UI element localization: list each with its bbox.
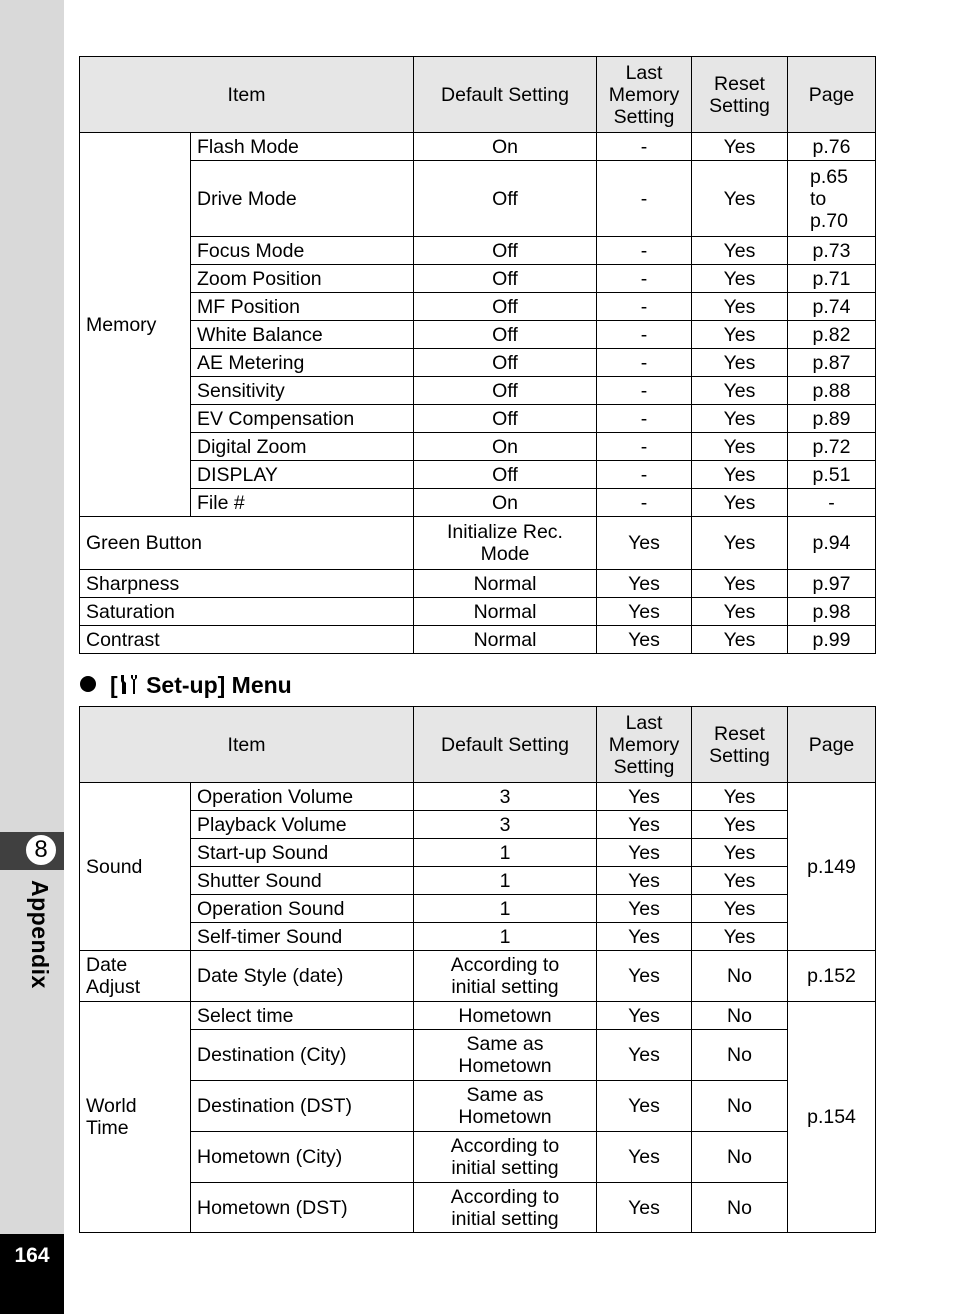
item-name: MF Position bbox=[191, 293, 414, 321]
page-ref: p.99 bbox=[788, 626, 876, 654]
default-setting: On bbox=[414, 133, 597, 161]
date-rows bbox=[80, 951, 876, 1002]
last-memory-setting: - bbox=[597, 321, 692, 349]
reset-setting: Yes bbox=[692, 517, 788, 570]
heading-bracket: [ bbox=[110, 672, 118, 698]
item-name: AE Metering bbox=[191, 349, 414, 377]
last-memory-setting: - bbox=[597, 161, 692, 237]
table-row bbox=[80, 1081, 876, 1132]
world-rows bbox=[80, 1002, 876, 1233]
item-name: Operation Volume bbox=[191, 783, 414, 811]
reset-setting: Yes bbox=[692, 811, 788, 839]
last-memory-setting: Yes bbox=[597, 598, 692, 626]
table-row bbox=[80, 570, 876, 598]
last-memory-setting: - bbox=[597, 237, 692, 265]
table-row bbox=[80, 461, 876, 489]
table-row bbox=[80, 951, 876, 1002]
table-row bbox=[80, 293, 876, 321]
reset-setting: Yes bbox=[692, 265, 788, 293]
item-name: Operation Sound bbox=[191, 895, 414, 923]
default-setting: 1 bbox=[414, 895, 597, 923]
table-row bbox=[80, 489, 876, 517]
default-setting: Off bbox=[414, 349, 597, 377]
table-row bbox=[80, 1002, 876, 1030]
default-setting: Off bbox=[414, 461, 597, 489]
item-name: Flash Mode bbox=[191, 133, 414, 161]
last-memory-setting: Yes bbox=[597, 811, 692, 839]
reset-setting: Yes bbox=[692, 133, 788, 161]
setup-menu-heading bbox=[80, 672, 292, 701]
item-name: Shutter Sound bbox=[191, 867, 414, 895]
page-ref: p.89 bbox=[788, 405, 876, 433]
item-name: Digital Zoom bbox=[191, 433, 414, 461]
sound-group-label: Sound bbox=[80, 783, 191, 951]
table-row bbox=[80, 598, 876, 626]
default-setting: Off bbox=[414, 377, 597, 405]
item-name: Destination (DST) bbox=[191, 1081, 414, 1132]
item-name: Zoom Position bbox=[191, 265, 414, 293]
table-row bbox=[80, 405, 876, 433]
default-setting: Hometown bbox=[414, 1002, 597, 1030]
last-memory-setting: Yes bbox=[597, 867, 692, 895]
page-ref: p.88 bbox=[788, 377, 876, 405]
default-setting: 1 bbox=[414, 923, 597, 951]
reset-setting: Yes bbox=[692, 433, 788, 461]
table-row bbox=[80, 1183, 876, 1233]
table-row bbox=[80, 839, 876, 867]
item-name: Focus Mode bbox=[191, 237, 414, 265]
default-setting: Same as Hometown bbox=[414, 1081, 597, 1132]
table-row bbox=[80, 133, 876, 161]
header-item: Item bbox=[80, 707, 414, 783]
table-row bbox=[80, 517, 876, 570]
table-row bbox=[80, 265, 876, 293]
reset-setting: No bbox=[692, 1183, 788, 1233]
reset-setting: Yes bbox=[692, 161, 788, 237]
last-memory-setting: - bbox=[597, 461, 692, 489]
reset-setting: Yes bbox=[692, 598, 788, 626]
table-row bbox=[80, 1132, 876, 1183]
page-ref: p.94 bbox=[788, 517, 876, 570]
last-memory-setting: - bbox=[597, 405, 692, 433]
last-memory-setting: Yes bbox=[597, 570, 692, 598]
item-name: File # bbox=[191, 489, 414, 517]
header-default: Default Setting bbox=[414, 707, 597, 783]
default-setting: Off bbox=[414, 293, 597, 321]
reset-setting: Yes bbox=[692, 839, 788, 867]
last-memory-setting: - bbox=[597, 265, 692, 293]
table-header-row bbox=[80, 707, 876, 783]
table-row bbox=[80, 867, 876, 895]
page-ref: p.72 bbox=[788, 433, 876, 461]
last-memory-setting: Yes bbox=[597, 895, 692, 923]
item-name: Hometown (City) bbox=[191, 1132, 414, 1183]
wrench-icon bbox=[118, 673, 140, 701]
page-ref: - bbox=[788, 489, 876, 517]
header-reset: Reset Setting bbox=[692, 707, 788, 783]
default-setting: Normal bbox=[414, 570, 597, 598]
default-setting: Same as Hometown bbox=[414, 1030, 597, 1081]
last-memory-setting: - bbox=[597, 133, 692, 161]
reset-setting: No bbox=[692, 1030, 788, 1081]
header-item: Item bbox=[80, 57, 414, 133]
page-ref: p.51 bbox=[788, 461, 876, 489]
table-row bbox=[80, 923, 876, 951]
page-ref: p.87 bbox=[788, 349, 876, 377]
default-setting: On bbox=[414, 433, 597, 461]
item-name: Self-timer Sound bbox=[191, 923, 414, 951]
sound-rows bbox=[80, 783, 876, 951]
setup-settings-table bbox=[79, 706, 876, 1233]
item-name: Green Button bbox=[80, 517, 414, 570]
last-memory-setting: Yes bbox=[597, 1002, 692, 1030]
bullet-icon bbox=[80, 676, 96, 692]
table-row bbox=[80, 161, 876, 237]
default-setting: On bbox=[414, 489, 597, 517]
default-setting: According to initial setting bbox=[414, 1132, 597, 1183]
table-row bbox=[80, 783, 876, 811]
reset-setting: Yes bbox=[692, 489, 788, 517]
item-name: Sharpness bbox=[80, 570, 414, 598]
default-setting: According to initial setting bbox=[414, 951, 597, 1002]
item-name: Contrast bbox=[80, 626, 414, 654]
default-setting: Off bbox=[414, 237, 597, 265]
header-page: Page bbox=[788, 57, 876, 133]
table-row bbox=[80, 349, 876, 377]
reset-setting: No bbox=[692, 951, 788, 1002]
table-row bbox=[80, 377, 876, 405]
page-ref: p.98 bbox=[788, 598, 876, 626]
item-name: Date Style (date) bbox=[191, 951, 414, 1002]
chapter-title-container bbox=[26, 880, 66, 1030]
page-ref: p.149 bbox=[788, 783, 876, 951]
header-page: Page bbox=[788, 707, 876, 783]
default-setting: 1 bbox=[414, 839, 597, 867]
last-memory-setting: - bbox=[597, 349, 692, 377]
table-header-row bbox=[80, 57, 876, 133]
memory-rows bbox=[80, 133, 876, 517]
chapter-number: 8 bbox=[24, 833, 58, 867]
reset-setting: Yes bbox=[692, 237, 788, 265]
item-name: DISPLAY bbox=[191, 461, 414, 489]
page-ref: p.154 bbox=[788, 1002, 876, 1233]
item-name: Sensitivity bbox=[191, 377, 414, 405]
table-row bbox=[80, 237, 876, 265]
item-name: Select time bbox=[191, 1002, 414, 1030]
last-memory-setting: - bbox=[597, 489, 692, 517]
page-ref: p.71 bbox=[788, 265, 876, 293]
default-setting: Normal bbox=[414, 626, 597, 654]
header-last-memory: Last Memory Setting bbox=[597, 57, 692, 133]
last-memory-setting: Yes bbox=[597, 839, 692, 867]
item-name: Playback Volume bbox=[191, 811, 414, 839]
last-memory-setting: - bbox=[597, 293, 692, 321]
reset-setting: No bbox=[692, 1002, 788, 1030]
default-setting: Off bbox=[414, 161, 597, 237]
page-ref: p.65 to p.70 bbox=[788, 161, 876, 237]
table-row bbox=[80, 321, 876, 349]
reset-setting: Yes bbox=[692, 461, 788, 489]
page-ref: p.74 bbox=[788, 293, 876, 321]
page-ref: p.97 bbox=[788, 570, 876, 598]
item-name: Saturation bbox=[80, 598, 414, 626]
reset-setting: Yes bbox=[692, 626, 788, 654]
other-rows bbox=[80, 517, 876, 654]
last-memory-setting: Yes bbox=[597, 1132, 692, 1183]
heading-text: Set-up] Menu bbox=[146, 672, 292, 698]
table-row bbox=[80, 1030, 876, 1081]
default-setting: Off bbox=[414, 265, 597, 293]
last-memory-setting: Yes bbox=[597, 1081, 692, 1132]
table-row bbox=[80, 895, 876, 923]
date-group-label: Date Adjust bbox=[80, 951, 191, 1002]
header-default: Default Setting bbox=[414, 57, 597, 133]
reset-setting: Yes bbox=[692, 867, 788, 895]
item-name: Start-up Sound bbox=[191, 839, 414, 867]
reset-setting: No bbox=[692, 1132, 788, 1183]
last-memory-setting: Yes bbox=[597, 1183, 692, 1233]
reset-setting: Yes bbox=[692, 570, 788, 598]
default-setting: Initialize Rec. Mode bbox=[414, 517, 597, 570]
default-setting: Normal bbox=[414, 598, 597, 626]
item-name: Hometown (DST) bbox=[191, 1183, 414, 1233]
last-memory-setting: Yes bbox=[597, 626, 692, 654]
default-setting: 3 bbox=[414, 783, 597, 811]
reset-setting: Yes bbox=[692, 377, 788, 405]
reset-setting: Yes bbox=[692, 895, 788, 923]
header-reset: Reset Setting bbox=[692, 57, 788, 133]
sidebar bbox=[0, 0, 64, 1314]
reset-setting: Yes bbox=[692, 783, 788, 811]
last-memory-setting: Yes bbox=[597, 783, 692, 811]
table-row bbox=[80, 626, 876, 654]
item-name: White Balance bbox=[191, 321, 414, 349]
last-memory-setting: - bbox=[597, 377, 692, 405]
default-setting: 1 bbox=[414, 867, 597, 895]
page-ref: p.82 bbox=[788, 321, 876, 349]
reset-setting: Yes bbox=[692, 405, 788, 433]
header-last-memory: Last Memory Setting bbox=[597, 707, 692, 783]
reset-setting: No bbox=[692, 1081, 788, 1132]
reset-setting: Yes bbox=[692, 349, 788, 377]
table-row bbox=[80, 433, 876, 461]
default-setting: 3 bbox=[414, 811, 597, 839]
default-setting: Off bbox=[414, 405, 597, 433]
chapter-title: Appendix bbox=[27, 880, 53, 989]
page-ref: p.73 bbox=[788, 237, 876, 265]
item-name: Drive Mode bbox=[191, 161, 414, 237]
page-number: 164 bbox=[14, 1244, 50, 1267]
default-setting: According to initial setting bbox=[414, 1183, 597, 1233]
last-memory-setting: - bbox=[597, 433, 692, 461]
page-ref: p.76 bbox=[788, 133, 876, 161]
item-name: Destination (City) bbox=[191, 1030, 414, 1081]
reset-setting: Yes bbox=[692, 293, 788, 321]
memory-group-label: Memory bbox=[80, 133, 191, 517]
reset-setting: Yes bbox=[692, 321, 788, 349]
item-name: EV Compensation bbox=[191, 405, 414, 433]
last-memory-setting: Yes bbox=[597, 1030, 692, 1081]
page-ref: p.152 bbox=[788, 951, 876, 1002]
capture-settings-table bbox=[79, 56, 876, 654]
default-setting: Off bbox=[414, 321, 597, 349]
reset-setting: Yes bbox=[692, 923, 788, 951]
last-memory-setting: Yes bbox=[597, 923, 692, 951]
last-memory-setting: Yes bbox=[597, 517, 692, 570]
table-row bbox=[80, 811, 876, 839]
last-memory-setting: Yes bbox=[597, 951, 692, 1002]
world-group-label: World Time bbox=[80, 1002, 191, 1233]
